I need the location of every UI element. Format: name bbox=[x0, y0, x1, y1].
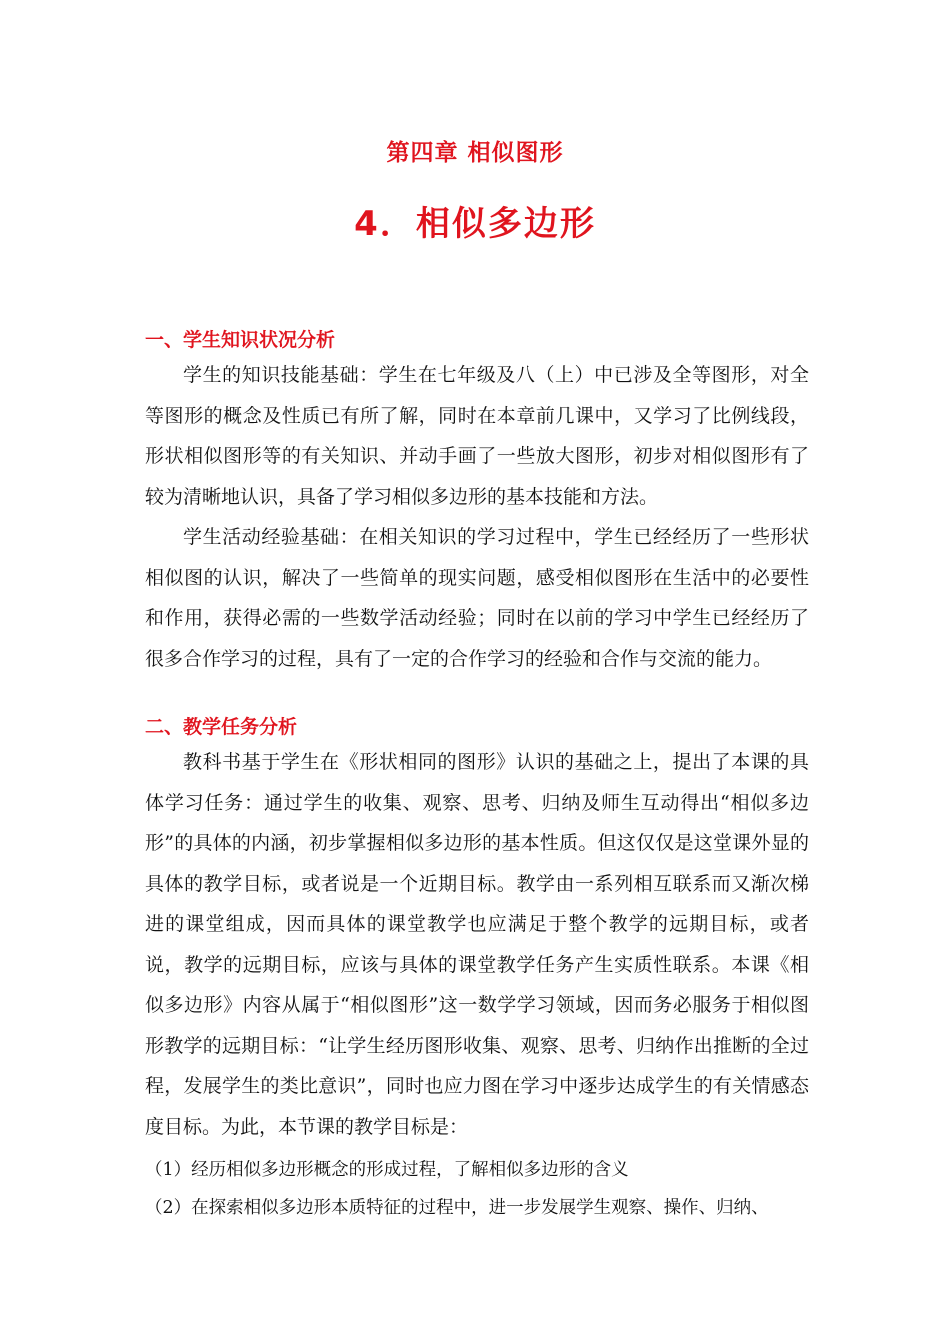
section-heading-student-analysis: 一、学生知识状况分析 bbox=[145, 329, 336, 351]
lesson-title: 4．相似多边形 bbox=[354, 204, 596, 244]
paragraph-knowledge-foundation: 学生的知识技能基础：学生在七年级及八（上）中已涉及全等图形，对全等图形的概念及性质已有所了解，同时在本章前几课中，又学习了比例线段，形状相似图形等的有关知识、并动手画了一些放大图形，初步对相似图形有了较为清晰地认识，具备了学习相似多边形的基本技能和方法。 bbox=[145, 364, 809, 508]
list-item-objective-1: （1）经历相似多边形概念的形成过程，了解相似多边形的含义 bbox=[145, 1160, 629, 1180]
paragraph-teaching-task: 教科书基于学生在《形状相同的图形》认识的基础之上，提出了本课的具体学习任务：通过学生的收集、观察、思考、归纳及师生互动得出“相似多边形”的具体的内涵，初步掌握相似多边形的基本性质。但这仅仅是这堂课外显的具体的教学目标，或者说是一个近期目标。教学由一系列相互联系而又渐次梯进的课堂组成，因而具体的课堂教学也应满足于整个教学的远期目标，或者说，教学的远期目标，应该与具体的课堂教学任务产生实质性联系。本课《相似多边形》内容从属于“相似图形”这一数学学习领域，因而务必服务于相似图形教学的远期目标：“让学生经历图形收集、观察、思考、归纳作出推断的全过程，发展学生的类比意识”，同时也应力图在学习中逐步达成学生的有关情感态度目标。为此，本节课的教学目标是： bbox=[145, 751, 809, 1138]
list-item-objective-2: （2）在探索相似多边形本质特征的过程中，进一步发展学生观察、操作、归纳、 bbox=[145, 1198, 769, 1218]
section-heading-task-analysis: 二、教学任务分析 bbox=[145, 716, 298, 738]
chapter-title: 第四章 相似图形 bbox=[386, 140, 564, 166]
paragraph-activity-experience: 学生活动经验基础：在相关知识的学习过程中，学生已经经历了一些形状相似图的认识，解决了一些简单的现实问题，感受相似图形在生活中的必要性和作用，获得必需的一些数学活动经验；同时在以前的学习中学生已经经历了很多合作学习的过程，具有了一定的合作学习的经验和合作与交流的能力。 bbox=[145, 526, 809, 670]
